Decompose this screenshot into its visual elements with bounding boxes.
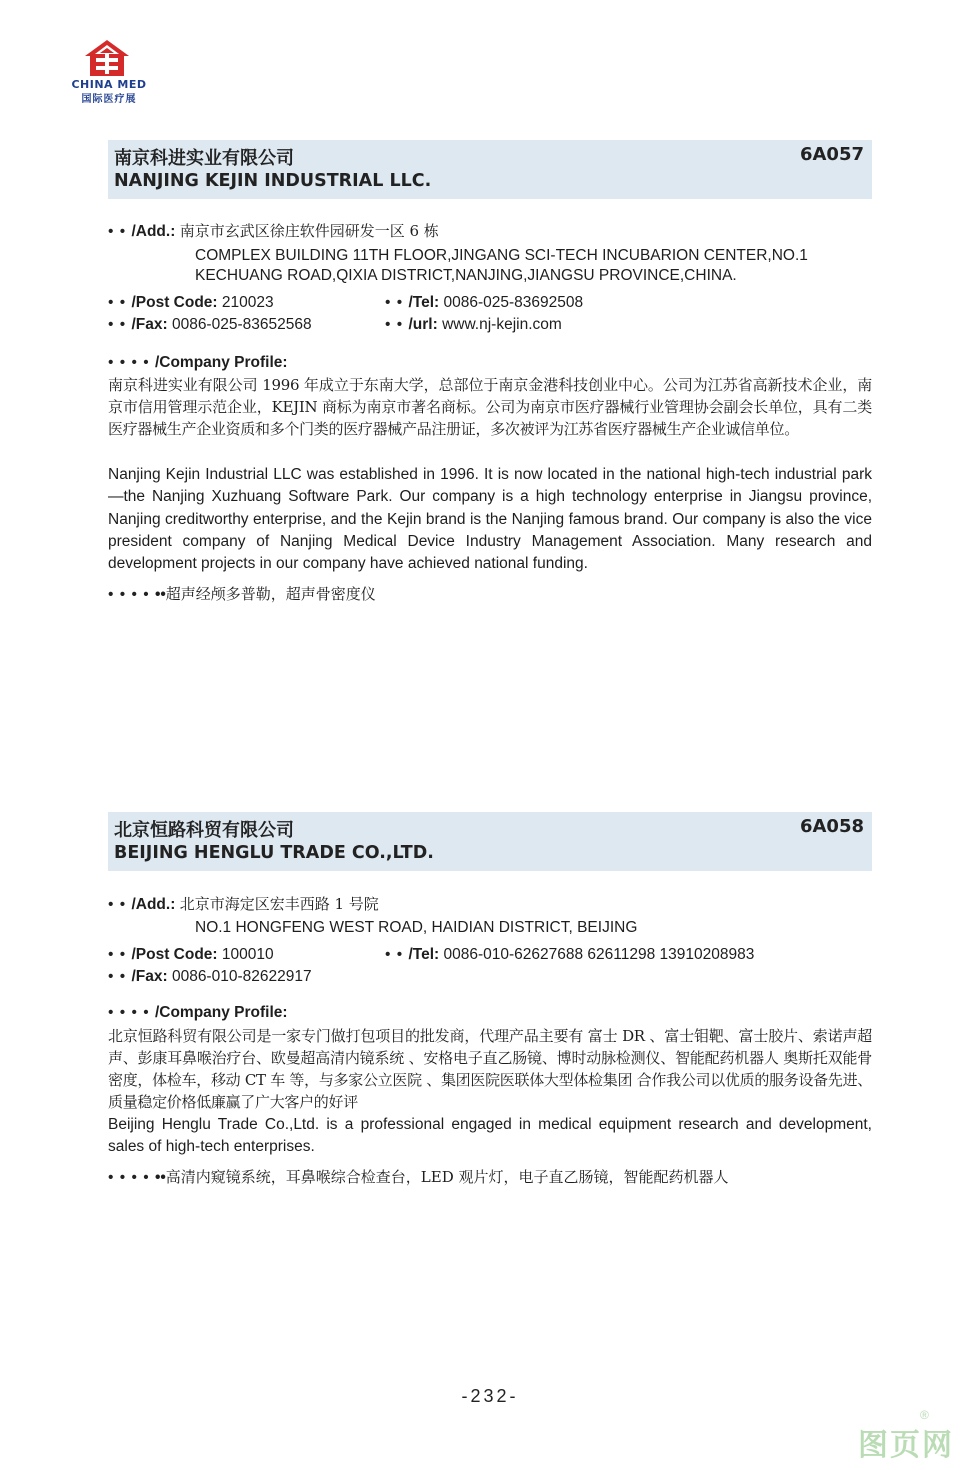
tel-value: 0086-010-62627688 62611298 13910208983 (443, 946, 755, 963)
fax-value: 0086-025-83652568 (171, 316, 312, 333)
watermark-registered-mark: ® (920, 1408, 929, 1422)
entry-header (108, 812, 872, 871)
company-name-en: NANJING KEJIN INDUSTRIAL LLC. (114, 171, 432, 191)
fax-label: /Fax: (131, 968, 172, 985)
tel-label: /Tel: (408, 946, 444, 963)
address-row: • • /Add.: 北京市海定区宏丰西路 1 号院 (108, 895, 379, 913)
tel-value: 0086-025-83692508 (443, 294, 584, 311)
fax-row: • • /Fax: 0086-025-83652568 (108, 316, 312, 333)
address-label: /Add.: (131, 223, 180, 240)
products-value: 高清内窥镜系统，耳鼻喉综合检查台，LED 观片灯，电子直乙肠镜，智能配药机器人 (165, 1168, 729, 1186)
post-code-label: /Post Code: (131, 294, 222, 311)
address-en-line-1: NO.1 HONGFENG WEST ROAD, HAIDIAN DISTRICT, BEIJING (195, 919, 638, 936)
address-cn: 北京市海定区宏丰西路 1 号院 (179, 895, 379, 913)
fax-value: 0086-010-82622917 (171, 968, 312, 985)
company-name-en: BEIJING HENGLU TRADE CO.,LTD. (114, 843, 434, 863)
company-name-cn: 北京恒路科贸有限公司 (114, 820, 294, 841)
products-value: 超声经颅多普勒，超声骨密度仪 (165, 585, 376, 603)
tel-row: • • /Tel: 0086-025-83692508 (385, 294, 584, 311)
profile-cn: 北京恒路科贸有限公司是一家专门做打包项目的批发商，代理产品主要有 富士 DR 、富士钼靶、富士胶片、索诺声超声、彭康耳鼻喉治疗台、欧曼超高清内镜系统 、安格电子直乙肠镜、博时动脉检测仪、智能配药机器人 奥斯托双能骨密度，体检车，移动 CT 车 等，与多家公立医院 、集团医院医联体大型体检集团 合作我公司以优质的服务设备先进、质量稳定价格低廉赢了广大客户的好评 (108, 1027, 872, 1111)
house-logo-icon (82, 38, 132, 78)
logo-text-cn: 国际医疗展 (81, 94, 137, 105)
address-en-line-2: KECHUANG ROAD,QIXIA DISTRICT,NANJING,JIANGSU PROVINCE,CHINA. (195, 267, 737, 284)
fax-label: /Fax: (131, 316, 172, 333)
tel-row: • • /Tel: 0086-010-62627688 62611298 13910208983 (385, 946, 755, 963)
entry-header (108, 140, 872, 199)
watermark: 图页网 (858, 1428, 954, 1463)
products-row: • • • • ••超声经颅多普勒，超声骨密度仪 (108, 585, 376, 603)
fax-row: • • /Fax: 0086-010-82622917 (108, 968, 312, 985)
tel-label: /Tel: (408, 294, 444, 311)
profile-cn: 南京科进实业有限公司 1996 年成立于东南大学，总部位于南京金港科技创业中心。公司为江苏省高新技术企业，南京市信用管理示范企业，KEJIN 商标为南京市著名商标。公司为南京市医疗器械行业管理协会副会长单位，具有二类医疗器械生产企业资质和多个门类的医疗器械产品注册证，多次被评为江苏省医疗器械生产企业诚信单位。 (108, 376, 872, 438)
post-code-value: 100010 (221, 946, 274, 963)
china-med-logo (70, 38, 148, 105)
products-row: • • • • ••高清内窥镜系统，耳鼻喉综合检查台，LED 观片灯，电子直乙肠镜，智能配药机器人 (108, 1168, 729, 1186)
company-name-cn: 南京科进实业有限公司 (114, 148, 294, 169)
profile-en: Beijing Henglu Trade Co.,Ltd. is a professional engaged in medical equipment research and development, sales of high-tech enterprises. (108, 1116, 872, 1156)
profile-heading: • • • • /Company Profile: (108, 1004, 288, 1021)
page-number: -232- (461, 1386, 519, 1406)
address-row: • • /Add.: 南京市玄武区徐庄软件园研发一区 6 栋 (108, 222, 439, 240)
logo-text-en: CHINA MED (71, 78, 147, 91)
post-code-row: • • /Post Code: 100010 (108, 946, 274, 963)
profile-en: Nanjing Kejin Industrial LLC was established in 1996. It is now located in the national high-tech industrial park—the Nanjing Xuzhuang Software Park. Our company is a high technology enterprise in Jiangsu province, Nanjing creditworthy enterprise, and the Kejin brand is the Nanjing famous brand. Our company is also the vice president company of Nanjing Medical Device Industry Management Association. Many research and development projects in our company have achieved national funding. (108, 466, 872, 573)
url-label: /url: (408, 316, 443, 333)
post-code-value: 210023 (221, 294, 274, 311)
url-value[interactable]: www.nj-kejin.com (442, 316, 562, 333)
post-code-row: • • /Post Code: 210023 (108, 294, 274, 311)
booth-number: 6A058 (799, 816, 864, 837)
url-row: • • /url: www.nj-kejin.com (385, 316, 562, 333)
address-cn: 南京市玄武区徐庄软件园研发一区 6 栋 (179, 222, 439, 240)
booth-number: 6A057 (799, 144, 864, 165)
profile-heading: • • • • /Company Profile: (108, 354, 288, 371)
post-code-label: /Post Code: (131, 946, 222, 963)
address-label: /Add.: (131, 896, 180, 913)
address-en-line-1: COMPLEX BUILDING 11TH FLOOR,JINGANG SCI-TECH INCUBARION CENTER,NO.1 (195, 247, 808, 264)
